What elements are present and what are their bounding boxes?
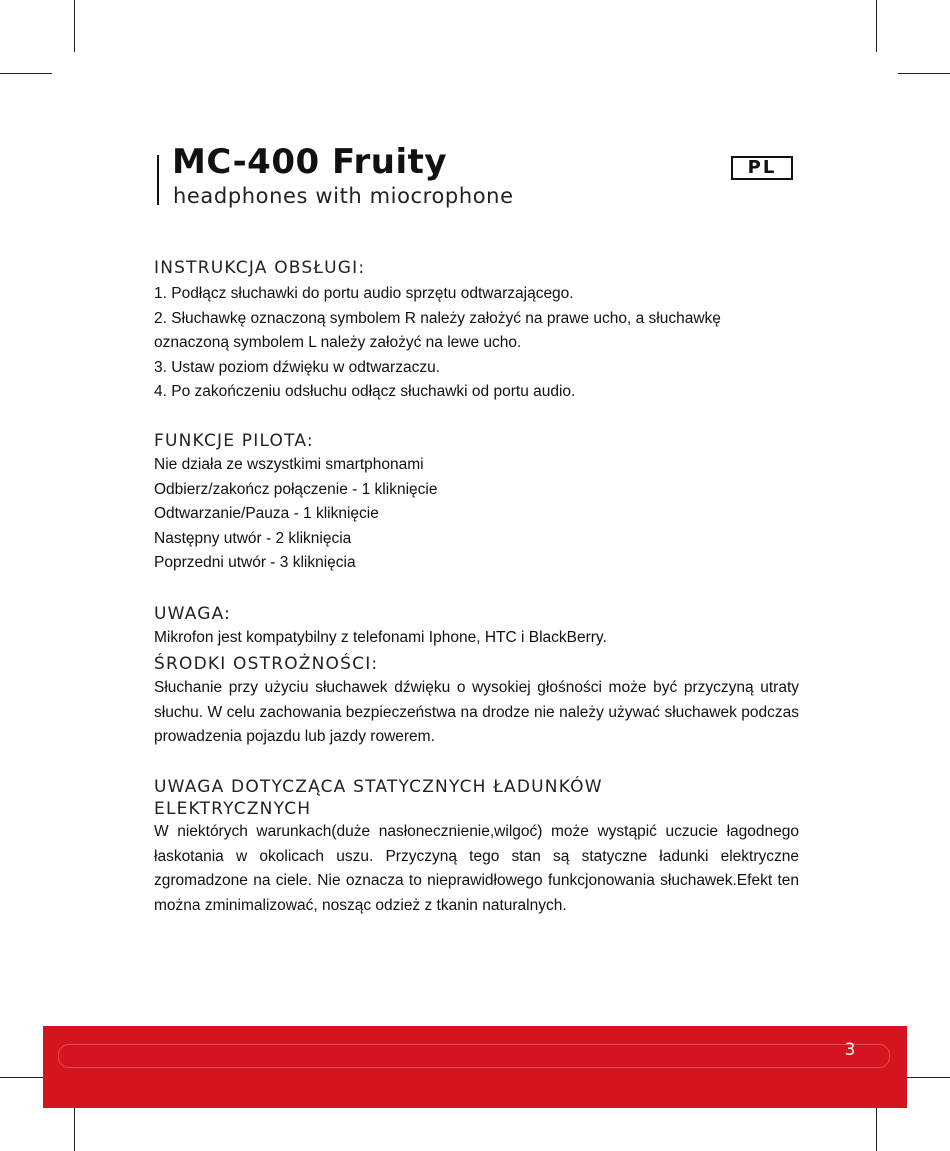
list-item: Następny utwór - 2 kliknięcia	[154, 529, 352, 547]
list-item: Nie działa ze wszystkimi smartphonami	[154, 456, 424, 473]
list-item: 2. Słuchawkę oznaczoną symbolem R należy założyć na prawe ucho, a słuchawkę oznaczoną symbolem L należy założyć na lewe ucho.	[154, 309, 721, 351]
section-heading: INSTRUKCJA OBSŁUGI:	[154, 258, 366, 278]
product-title: MC-400 Fruity	[172, 142, 448, 182]
heading-line: ELEKTRYCZNYCH	[154, 799, 312, 819]
section-static-note	[154, 776, 799, 918]
section-heading: ŚRODKI OSTROŻNOŚCI:	[154, 654, 379, 674]
paragraph: Mikrofon jest kompatybilny z telefonami Iphone, HTC i BlackBerry.	[154, 629, 607, 646]
crop-mark	[898, 73, 950, 74]
section-heading	[154, 776, 799, 820]
product-subtitle: headphones with miocrophone	[173, 184, 514, 208]
paragraph: Słuchanie przy użyciu słuchawek dźwięku o wysokiej głośności może być przyczyną utraty słuchu. W celu zachowania bezpieczeństwa na drodze nie należy używać słuchawek podczas prowadzenia pojazdu lub jazdy rowerem.	[154, 679, 799, 745]
section-heading: FUNKCJE PILOTA:	[154, 431, 314, 451]
list-item: Odtwarzanie/Pauza - 1 kliknięcie	[154, 505, 379, 522]
language-badge: PL	[731, 156, 793, 180]
list-item: 1. Podłącz słuchawki do portu audio sprzętu odtwarzającego.	[154, 285, 574, 302]
crop-mark	[876, 0, 877, 52]
list-item: Poprzedni utwór - 3 kliknięcia	[154, 554, 356, 571]
section-remote	[154, 430, 799, 576]
list-item: 4. Po zakończeniu odsłuchu odłącz słuchawki od portu audio.	[154, 383, 576, 400]
footer-outline	[58, 1044, 890, 1068]
section-note	[154, 603, 799, 651]
section-precautions	[154, 653, 799, 750]
page-number: 3	[844, 1040, 856, 1060]
crop-mark	[74, 0, 75, 52]
list-item: 3. Ustaw poziom dźwięku w odtwarzaczu.	[154, 358, 441, 376]
section-instructions	[154, 257, 799, 405]
heading-line: UWAGA DOTYCZĄCA STATYCZNYCH ŁADUNKÓW	[154, 777, 603, 797]
paragraph: W niektórych warunkach(duże nasłonecznienie,wilgoć) może wystąpić uczucie łagodnego łaskotania w okolicach uszu. Przyczyną tego stan są statyczne ładunki elektryczne zgromadzone na ciele. Nie oznacza to nieprawidłowego funkcjonowania słuchawek.Efekt ten można zminimalizować, nosząc odzież z tkanin naturalnych.	[154, 823, 799, 914]
list-item: Odbierz/zakończ połączenie - 1 kliknięcie	[154, 480, 438, 498]
crop-mark	[0, 73, 52, 74]
title-rule	[157, 155, 159, 205]
section-heading: UWAGA:	[154, 604, 232, 624]
